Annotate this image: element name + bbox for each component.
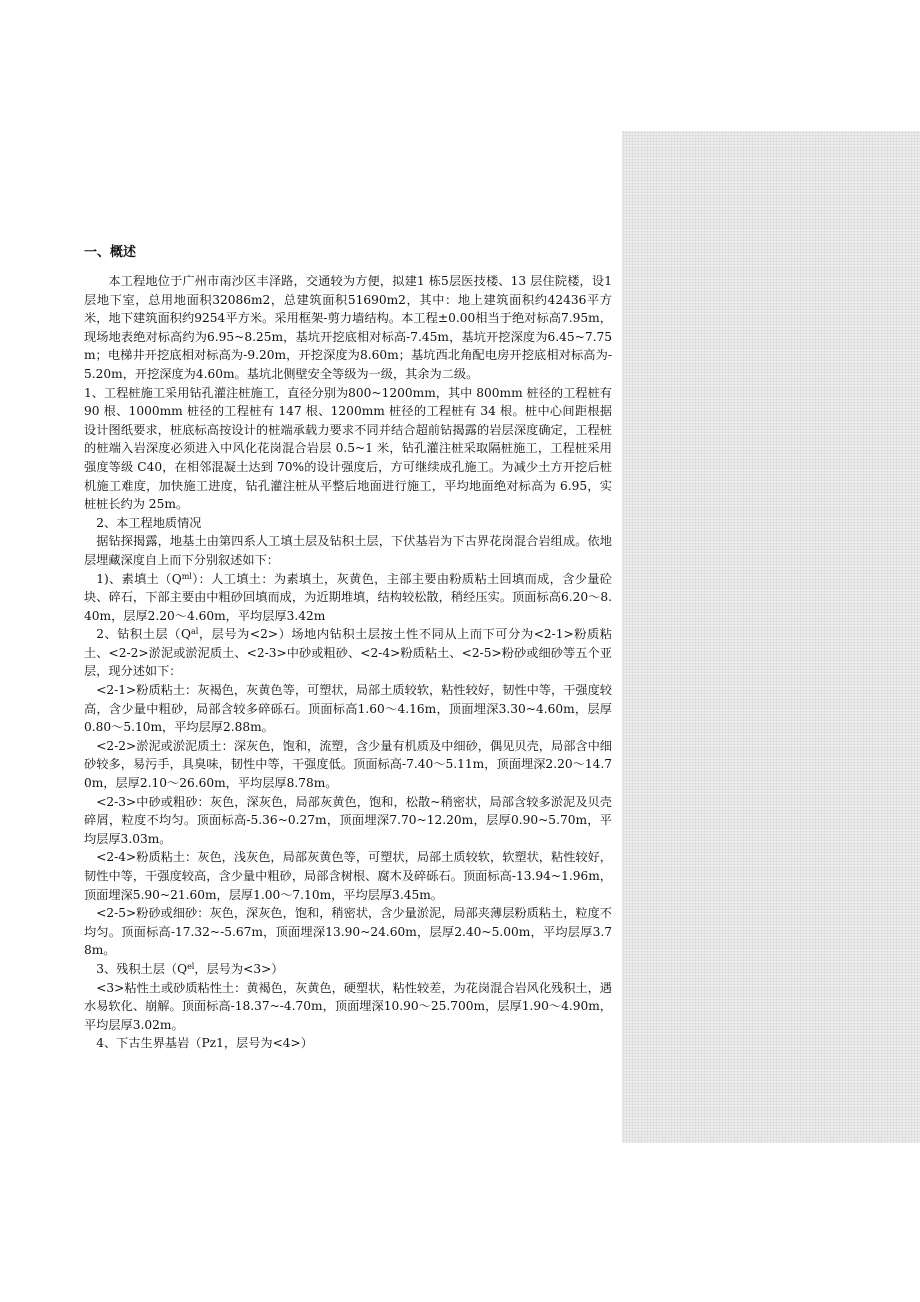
layer-1-superscript: ml: [181, 571, 192, 581]
sublayer-2-2: <2-2>淤泥或淤泥质土：深灰色，饱和，流塑，含少量有机质及中细砂，偶见贝壳，局部含中细砂较多，易污手，具臭味，韧性中等，干强度低。顶面标高-7.40～5.11m，顶面埋深2.20～14.70m，层厚2.10～26.60m，平均层厚8.78m。: [84, 738, 612, 791]
sublayer-2-5: <2-5>粉砂或细砂：灰色，深灰色，饱和，稍密状，含少量淤泥，局部夹薄层粉质粘土，粒度不均匀。顶面标高-17.32~-5.67m，顶面埋深13.90~24.60m，层厚2.40~5.00m，平均层厚3.78m。: [84, 906, 612, 958]
item-2-title: 2、本工程地质情况: [96, 515, 202, 530]
layer-2-text: ，层号为<2>）场地内钻积土层按土性不同从上而下可分为<2-1>粉质粘土、<2-2>淤泥或淤泥质土、<2-3>中砂或粗砂、<2-4>粉质粘土、<2-5>粉砂或细砂等五个亚层，现分述如下：: [84, 627, 612, 679]
layer-3-label: 3、残积土层（Q: [96, 961, 188, 976]
layer-3-text: ，层号为<3>）: [194, 961, 284, 976]
side-panel: [622, 131, 920, 1143]
sublayer-2-4: <2-4>粉质粘土：灰色，浅灰色，局部灰黄色等，可塑状，局部土质较软，软塑状，粘性较好，韧性中等，干强度较高，含少量中粗砂，局部含树根、腐木及碎砾石。顶面标高-13.94~1.96m，顶面埋深5.90~21.60m，层厚1.00～7.10m，平均层厚3.45m。: [84, 850, 612, 902]
layer-3-superscript: el: [187, 961, 195, 971]
layer-3-paragraph: [84, 960, 612, 979]
layer-1-label: 1)、素填土（Q: [96, 571, 182, 586]
layer-1-text: ）：人工填土：为素填土，灰黄色，主部主要由粉质粘土回填而成，含少量砼块、碎石，下部主要由中粗砂回填而成，为近期堆填，结构较松散，稍经压实。顶面标高6.20～8.40m，层厚2.20～4.60m，平均层厚3.42m: [84, 571, 612, 623]
sublayer-2-1: <2-1>粉质粘土：灰褐色，灰黄色等，可塑状，局部土质较软，粘性较好，韧性中等，干强度较高，含少量中粗砂，局部含较多碎砾石。顶面标高1.60～4.16m，顶面埋深3.30~4.60m，层厚0.80～5.10m，平均层厚2.88m。: [84, 683, 612, 735]
section-heading: 一、概述: [84, 245, 137, 260]
layer-2-label: 2、钻积土层（Q: [96, 627, 192, 642]
layer-4-paragraph: 4、下古生界基岩（Pz1，层号为<4>）: [96, 1036, 313, 1051]
layer-1-paragraph: [84, 570, 612, 626]
item-2-intro: 据钻探揭露，地基土由第四系人工填土层及钻积土层，下伏基岩为下古界花岗混合岩组成。依地层埋藏深度自上而下分别叙述如下：: [84, 534, 612, 567]
layer-2-paragraph: [84, 625, 612, 681]
layer-2-superscript: al: [191, 627, 199, 637]
sublayer-2-3: <2-3>中砂或粗砂：灰色，深灰色，局部灰黄色，饱和，松散~稍密状，局部含较多淤泥及贝壳碎屑，粒度不均匀。顶面标高-5.36~0.27m，顶面埋深7.70~12.20m，层厚0.90~5.70m，平均层厚3.03m。: [84, 794, 612, 846]
layer-3-description: <3>粘性土或砂质粘性土：黄褐色，灰黄色，硬塑状，粘性较差，为花岗混合岩风化残积土，遇水易软化、崩解。顶面标高-18.37~-4.70m，顶面埋深10.90～25.700m，层厚1.90～4.90m，平均层厚3.02m。: [84, 980, 612, 1032]
item-1-paragraph: 1、工程桩施工采用钻孔灌注桩施工，直径分别为800~1200mm，其中 800mm 桩径的工程桩有 90 根、1000mm 桩径的工程桩有 147 根、1200mm 桩径的工程桩有 34 根。桩中心间距根据设计图纸要求，桩底标高按设计的桩端承载力要求不同并结合超前钻揭露的岩层深度确定，工程桩的桩端入岩深度必须进入中风化花岗混合岩层 0.5~1 米，钻孔灌注桩采取隔桩施工，工程桩采用强度等级 C40，在相邻混凝土达到 70%的设计强度后，方可继续成孔施工。为减少土方开挖后桩机施工难度，加快施工进度，钻孔灌注桩从平整后地面进行施工，平均地面绝对标高为 6.95，实桩桩长约为 25m。: [84, 385, 616, 512]
document-body: [84, 244, 616, 1053]
intro-paragraph: 本工程地位于广州市南沙区丰泽路，交通较为方便，拟建1 栋5层医技楼、13 层住院楼，设1 层地下室，总用地面积32086m2，总建筑面积51690m2，其中：地上建筑面积约42436平方米，地下建筑面积约9254平方米。采用框架-剪力墙结构。本工程±0.00相当于绝对标高7.95m，现场地表绝对标高约为6.95~8.25m，基坑开挖底相对标高-7.45m，基坑开挖深度为6.45~7.75m；电梯井开挖底相对标高为-9.20m，开挖深度为8.60m；基坑西北角配电房开挖底相对标高为-5.20m，开挖深度为4.60m。基坑北侧壁安全等级为一级，其余为二级。: [84, 274, 616, 381]
